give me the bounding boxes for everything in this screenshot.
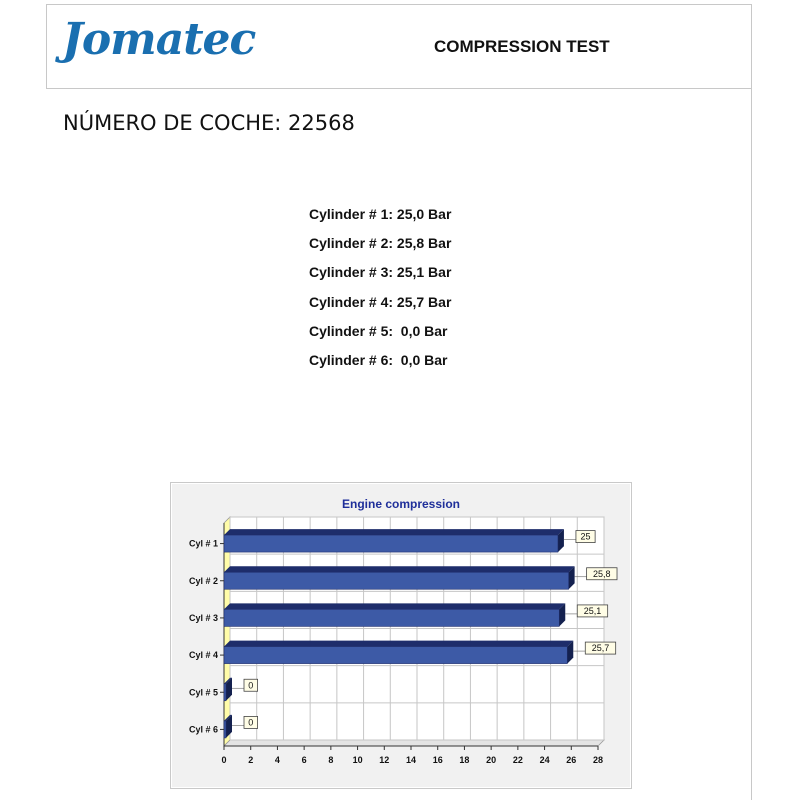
category-label: Cyl # 1 bbox=[188, 538, 218, 549]
engine-compression-chart bbox=[170, 482, 632, 789]
bar bbox=[224, 535, 558, 552]
header-frame-top bbox=[46, 4, 752, 5]
cylinder-reading-4: Cylinder # 4: 25,7 Bar bbox=[309, 293, 452, 310]
bar bbox=[224, 572, 569, 589]
data-label: 0 bbox=[248, 717, 254, 728]
bar-group bbox=[224, 603, 565, 626]
header-frame-left bbox=[46, 4, 47, 88]
x-tick-label: 0 bbox=[221, 755, 227, 765]
car-number: NÚMERO DE COCHE: 22568 bbox=[63, 111, 355, 135]
cylinder-reading-5: Cylinder # 5: 0,0 Bar bbox=[309, 322, 448, 339]
chart-canvas bbox=[171, 483, 631, 788]
category-label: Cyl # 2 bbox=[188, 575, 218, 586]
chart-title: Engine compression bbox=[341, 497, 461, 511]
x-tick-label: 22 bbox=[512, 755, 523, 765]
bar-top-face bbox=[224, 566, 575, 572]
document-title: COMPRESSION TEST bbox=[434, 37, 610, 56]
cylinder-reading-1: Cylinder # 1: 25,0 Bar bbox=[309, 206, 452, 222]
x-tick-label: 10 bbox=[352, 755, 363, 765]
page-frame-right bbox=[751, 4, 752, 800]
bar-top-face bbox=[224, 603, 565, 609]
category-label: Cyl # 6 bbox=[188, 724, 218, 735]
x-tick-label: 18 bbox=[459, 755, 470, 765]
cylinder-reading-6: Cylinder # 6: 0,0 Bar bbox=[309, 351, 448, 368]
x-tick-label: 4 bbox=[274, 755, 280, 765]
data-label: 25,1 bbox=[583, 605, 602, 616]
bar-group bbox=[224, 529, 564, 552]
x-tick-label: 8 bbox=[328, 755, 334, 765]
chart-floor bbox=[224, 740, 604, 746]
x-tick-label: 6 bbox=[301, 755, 307, 765]
bar-top-face bbox=[224, 641, 573, 647]
x-tick-label: 20 bbox=[486, 755, 497, 765]
header-divider bbox=[46, 88, 752, 89]
x-tick-label: 14 bbox=[405, 755, 417, 765]
cylinder-reading-2: Cylinder # 2: 25,8 Bar bbox=[309, 235, 452, 252]
bar bbox=[224, 684, 226, 701]
x-tick-label: 2 bbox=[248, 755, 254, 765]
bar bbox=[224, 647, 567, 664]
bar bbox=[224, 721, 226, 738]
data-label: 25,7 bbox=[591, 643, 610, 654]
company-logo: Jomatec bbox=[62, 14, 256, 65]
data-label: 0 bbox=[248, 680, 254, 691]
data-label: 25,8 bbox=[593, 568, 611, 579]
x-tick-label: 28 bbox=[592, 755, 604, 765]
data-label: 25 bbox=[580, 531, 591, 542]
bar-group bbox=[224, 566, 575, 589]
category-label: Cyl # 3 bbox=[188, 612, 218, 623]
cylinder-reading-3: Cylinder # 3: 25,1 Bar bbox=[309, 264, 452, 281]
bar-top-face bbox=[224, 529, 564, 535]
x-tick-label: 24 bbox=[539, 755, 550, 765]
x-tick-label: 12 bbox=[379, 755, 390, 765]
x-tick-label: 16 bbox=[432, 755, 443, 765]
x-tick-label: 26 bbox=[566, 755, 577, 765]
cylinder-readings bbox=[309, 204, 451, 379]
category-label: Cyl # 4 bbox=[188, 650, 218, 661]
bar-group bbox=[224, 641, 573, 664]
category-label: Cyl # 5 bbox=[188, 687, 218, 698]
bar bbox=[224, 609, 559, 626]
